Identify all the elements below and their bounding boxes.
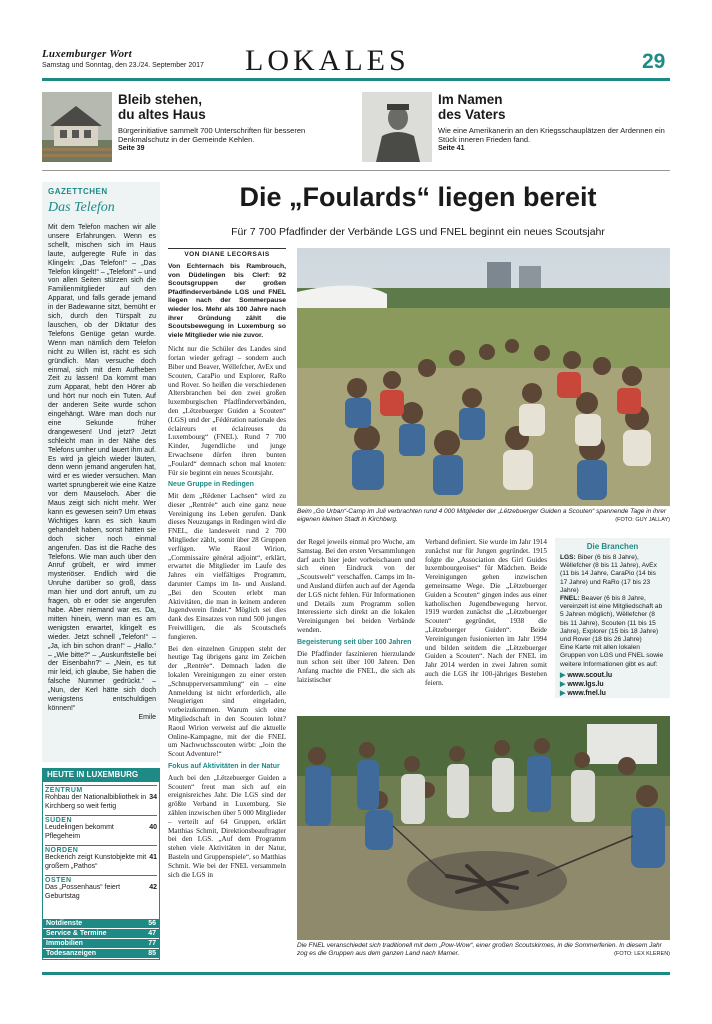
article-lead: Von Echternach bis Rambrouch, von Düdelingen bis Clerf: 92 Scoutsgruppen der großen Pfadfinderverbände LGS und FNEL liegen nach der Sommerpause wieder los. Mehr als 100 Jahre nach ihrer Gründung zählt die Scoutsbewegung in Luxemburg so viele Mitglieder wie nie zuvor. (168, 263, 286, 339)
teaser-2-text: Wie eine Amerikanerin an den Kriegsschauplätzen der Ardennen ein Stück inneren Frieden fand. (438, 126, 665, 144)
photo-2-credit: (FOTO: LEX KLEREN) (614, 951, 670, 957)
link-lgs[interactable]: ▶ www.lgs.lu (560, 680, 604, 688)
article-paragraph: Auch bei den „Lëtzebuerger Guiden a Scouten“ freut man sich auf ein ereignisreiches Jahr. Die LGS sind der größte Verband in Luxemburg. Sie zählen inzwischen über 5 000 Mitglieder – verteilt auf 64 Gruppen, erklärt Matthias Schmit, Direktionsbeauftragter bei den LGS. „Auf dem Programm stehen viele Aktivitäten in der Natur, Basteln und Gruppenspiele“, so Matthias Schmit. Wie bei der FNEL versammeln sich die LGS in (168, 773, 286, 879)
today-section-osten (45, 875, 157, 901)
today-section-norden (45, 845, 157, 871)
photo-1-caption-text: Beim „Go Urban“-Camp im Juli verbrachten rund 4 000 Mitglieder der „Lëtzebuerger Guiden a Scouten“ spannende Tage in ihrer eigenen kleinen Stadt in Kirchberg. (297, 508, 667, 523)
link-arrow-icon: ▶ (560, 689, 568, 697)
photo-2-caption (297, 942, 670, 958)
today-section-sueden (45, 815, 157, 841)
pow-wow-photo (297, 716, 670, 940)
teaser-1-title-line2: du altes Haus (118, 107, 206, 122)
photo-1-credit: (FOTO: GUY JALLAY) (615, 517, 670, 523)
article-headline: Die „Foulards“ liegen bereit (239, 182, 597, 212)
article-column-2 (297, 538, 415, 712)
branchen-links (555, 671, 670, 698)
article-subheading: Neue Gruppe in Redingen (168, 481, 254, 489)
teaser-2-title-line1: Im Namen (438, 92, 503, 107)
header-rule (42, 78, 670, 81)
teaser-2-page: Seite 41 (438, 145, 465, 152)
today-list (45, 785, 157, 904)
article-paragraph: Verband definiert. Sie wurde im Jahr 1914 zunächst nur für Jungen gegründet. 1915 folgte die „Association des Girl Guides luxembourgeoises“ für Mädchen. Beide Vereinigungen gehen inzwischen gemeinsame Wege. Die „Lëtzebuerger Guiden a Scouten“ gingen indes aus einer katholischen Jugendbewegung hervor. 1919 wurden zunächst die „Lëtzebuerger Scouten“ gegründet, 1938 die „Lëtzebuerger Guiden“. Beide Vereinigungen fusionierten im Jahr 1994 und bilden seitdem die „Lëtzebuerger Guiden a Scouten“. Nach der FNEL im Jahr 2014 werden in zwei Jahren somit auch die LGS ihr 100-jähriges Bestehen feiern. (425, 538, 547, 687)
today-item[interactable]: Leudelingen bekommt Pflegeheim 40 (45, 824, 157, 840)
article-byline: VON DIANE LECORSAIS (168, 248, 286, 258)
article-paragraph: Mit dem „Rëdener Lachsen“ wird zu dieser „Rentrée“ auch eine ganz neue Vereinigung ins Leben gerufen. Dank dieses Neuzugangs in Redingen wird die FNEL, die landesweit rund 2 700 Mitglieder zählt, somit über 28 Gruppen verfügen. Wie Raoul Wirion, „Commissaire général adjoint“, erklärt, erwartet die Mitglieder im Laufe des Jahres ein vielfältiges Programm, darunter Camps im In- und Ausland. „Bei den Scouten erlebt man Aktivitäten, die man in keinem anderen Jugendverein findet.“ Möglich sei dies dank des Einsatzes von rund 500 jungen Freiwilligen, die als Scoutschefs fungieren. (168, 492, 286, 641)
today-item[interactable]: Rohbau der Nationalbibliothek in Kirchberg so weit fertig 34 (45, 794, 157, 810)
branchen-fnel-text: Beaver (6 bis 8 Jahre, vereinzelt ist eine Mitgliedschaft ab 5 Jahren möglich), Wëllefcher (8 bis 11 Jahre), Scouten (11 bis 15 Jahre), Explorer (15 bis 18 Jahre) und Rover (18 bis 26 Jahre) (560, 595, 663, 644)
page-number: 29 (642, 50, 666, 73)
branchen-box (555, 538, 670, 698)
article-subheadline: Für 7 700 Pfadfinder der Verbände LGS und FNEL beginnt ein neues Scoutsjahr (231, 226, 605, 238)
gazettchen-label: GAZETTCHEN (48, 187, 108, 196)
footer-rule (42, 972, 670, 975)
dateline: Samstag und Sonntag, den 23./24. September 2017 (42, 62, 204, 69)
branchen-info: Eine Karte mit allen lokalen Gruppen von LGS und FNEL sowie weitere Informationen gibt es auf: (560, 644, 664, 668)
branchen-fnel-label: FNEL: (560, 595, 580, 603)
teaser-2-title-line2: des Vaters (438, 107, 506, 122)
teaser-1-title-line1: Bleib stehen, (118, 92, 203, 107)
gazettchen-text (48, 224, 156, 723)
today-heading: HEUTE IN LUXEMBURG (42, 768, 160, 782)
today-cat-name: OSTEN (45, 875, 157, 884)
branchen-lgs-label: LGS: (560, 554, 576, 561)
link-arrow-icon: ▶ (560, 680, 568, 688)
service-row-termine[interactable]: Service & Termine 47 (43, 928, 159, 938)
article-subheading: Fokus auf Aktivitäten in der Natur (168, 763, 280, 770)
teaser-1-page: Seite 39 (118, 145, 145, 152)
service-row-todesanzeigen[interactable]: Todesanzeigen 85 (43, 948, 159, 958)
teaser-2[interactable] (438, 92, 670, 152)
teaser-1-text: Bürgerinitiative sammelt 700 Unterschriften für besseren Denkmalschutz in der Gemeinde Kehlen. (118, 126, 306, 144)
photo-1-caption (297, 508, 670, 524)
article-paragraph: der Regel jeweils einmal pro Woche, am Samstag. Bei den ersten Versammlungen darf auch hier jeder vorbeischauen und sich einen Eindruck von der „Scoutswelt“ verschaffen. Camps im In- und Ausland dürfen auch auf der Agenda der LGS nicht fehlen. Für Informationen und Details zum Programm sollen Interessierte sich direkt an die lokalen Vereinigungen bei beiden Verbände wenden. (297, 538, 415, 634)
teaser-1[interactable] (118, 92, 353, 152)
today-section-zentrum (45, 785, 157, 811)
masthead: Luxemburger Wort (42, 48, 132, 60)
article-column-1 (168, 263, 286, 953)
article-column-3 (425, 538, 547, 712)
gazettchen-body: Mit dem Telefon machen wir alle unsere Erfahrungen. Wenn es schellt, mischen sich im Haus laute, aufgeregte Rufe in das Klingeln: „Das Telefon!“ – „Das Telefon klingelt!“ – „Telefon!“ – und von allen Seiten stürzen sich die Familienmitglieder auf den Apparat, und falls gerade jemand in der Badewanne sitzt, bemüht er sich, durch den Türspalt zu lauschen, ob der Diktatur des Telefons Genüge getan wurde. Wenn man nämlich dem Telefon nicht zu Willen ist, rächt es sich gründlich. Man versuche doch einmal, sich mit dem Aufheben Zeit zu lassen! Da kommt man zum Apparat, hebt den Hörer ab und hört nur noch ein Tuten. Auf der anderen Seite wurde schon eingehängt. Wäre man doch nur eine Sekunde früher drangewesen! Und jetzt? Jetzt schleicht man in der Nähe des Telefons umher und lauert ihm auf. Es wird ja gleich wieder läuten, denn wenn jemand angerufen hat, wird er es wieder versuchen. Man wartet sprungbereit wie eine Katze vor dem Mauseloch. Aber die Maus zeigt sich nicht mehr. Wer kann es gewesen sein? Um etwas Wichtiges kann es sich kaum gehandelt haben, sonst hätten sie doch sicher noch einmal angerufen. Das ist die Rache des Telefons. Wie man auch über den Anruf grübelt, er wird immer mysteriöser. Endlich wird die Unruhe darüber so groß, dass man hier und dort anruft, um zu fragen, ob er oder sie angerufen habe. Aber niemand war es. Da, mitten hinein, wenn man es am wenigsten erwartet, klingelt es wieder. Jetzt schnell „Telefon!“ – „Ja, ich bin schon dran!“ – „Hallo.“ – „Wie bitte?“ – „Auskunftstelle bei der Eisenbahn?“ – „Nein, es tut mir leid, ich glaube, Sie haben die falsche Nummer gedrückt.“ – „Nun, der Kerl hätte sich doch wenigstens entschuldigen können!“ (48, 224, 156, 712)
today-cat-name: ZENTRUM (45, 785, 157, 794)
link-scout[interactable]: ▶ www.scout.lu (560, 671, 613, 679)
gazettchen-author: Emile (138, 713, 156, 721)
today-cat-name: NORDEN (45, 845, 157, 854)
service-row-immobilien[interactable]: Immobilien 77 (43, 938, 159, 948)
photo-2-caption-text: Die FNEL veranschiedet sich traditionell mit dem „Pow-Wow“, einer großen Scoutskirmes, in die Sommerferien. In diesem Jahr zog es die Gruppen aus dem ganzen Land nach Mamer. (297, 942, 662, 957)
article-paragraph: Die Pfadfinder faszinieren hierzulande nun schon seit über 100 Jahren. Den Anfang machte die FNEL, die sich als laizistischer (297, 649, 415, 684)
link-arrow-icon: ▶ (560, 671, 568, 679)
today-cat-name: SÜDEN (45, 815, 157, 824)
section-title: LOKALES (245, 44, 410, 77)
service-row-notdienste[interactable]: Notdienste 56 (43, 918, 159, 928)
service-list (43, 918, 159, 958)
branchen-text (555, 554, 670, 669)
link-fnel[interactable]: ▶ www.fnel.lu (560, 689, 606, 697)
teaser-soldier-photo (362, 92, 432, 162)
today-item[interactable]: Beckerich zeigt Kunstobjekte mit großem „Pathos“ 41 (45, 854, 157, 870)
teaser-house-photo (42, 92, 112, 162)
article-subheading: Begeisterung seit über 100 Jahren (297, 638, 412, 646)
branchen-title: Die Branchen (586, 542, 639, 551)
gazettchen-title: Das Telefon (48, 200, 115, 215)
article-paragraph: Bei den einzelnen Gruppen steht der heutige Tag übrigens ganz im Zeichen der „Rentrée“. Demnach laden die lokalen Vereinigungen zu einer ersten „Schnupperversammlung“ ein – eine Anmeldung ist nicht erforderlich, alle Neugierigen sind eingeladen, vorbeizukommen. Warum sich eine Mitgliedschaft in den Scouten lohnt? Raoul Wirion verweist auf die aktuelle Online-Kampagne, mit der die FNEL um Nachwuchsscouten wirbt: „Join the Scout Adventure!“ (168, 644, 286, 759)
teaser-divider (42, 170, 670, 171)
today-item[interactable]: Das „Possenhaus“ feiert Geburtstag 42 (45, 884, 157, 900)
branchen-lgs-text: Biber (6 bis 8 Jahre), Wëllefcher (8 bis 11 Jahre), AvEx (11 bis 14 Jahre, CaraPio (14 bis 17 Jahre) und RaRo (17 bis 23 Jahre) (560, 554, 657, 594)
scouts-camp-photo (297, 248, 670, 506)
article-paragraph: Nicht nur die Schüler des Landes sind fortan wieder gefragt – sondern auch Biber und Beaver, Wëllefcher, AvEx und Scouten, CaraPio und Explorer, RaRo und Rover. So heißen die verschiedenen Altersbranchen bei den zwei großen luxemburgischen Pfadfinderverbänden, den „Lëtzebuerger Guiden a Scouten“ (LGS) und der „Fédération nationale des éclaireurs et éclaireuses du Luxembourg“ (FNEL). Rund 7 700 Kinder, Jugendliche und junge Erwachsene dürfen ihren bunten „Foulard“ demnach schon mal knoten: Für sie beginnt ein neues Scoutsjahr. (168, 345, 286, 477)
